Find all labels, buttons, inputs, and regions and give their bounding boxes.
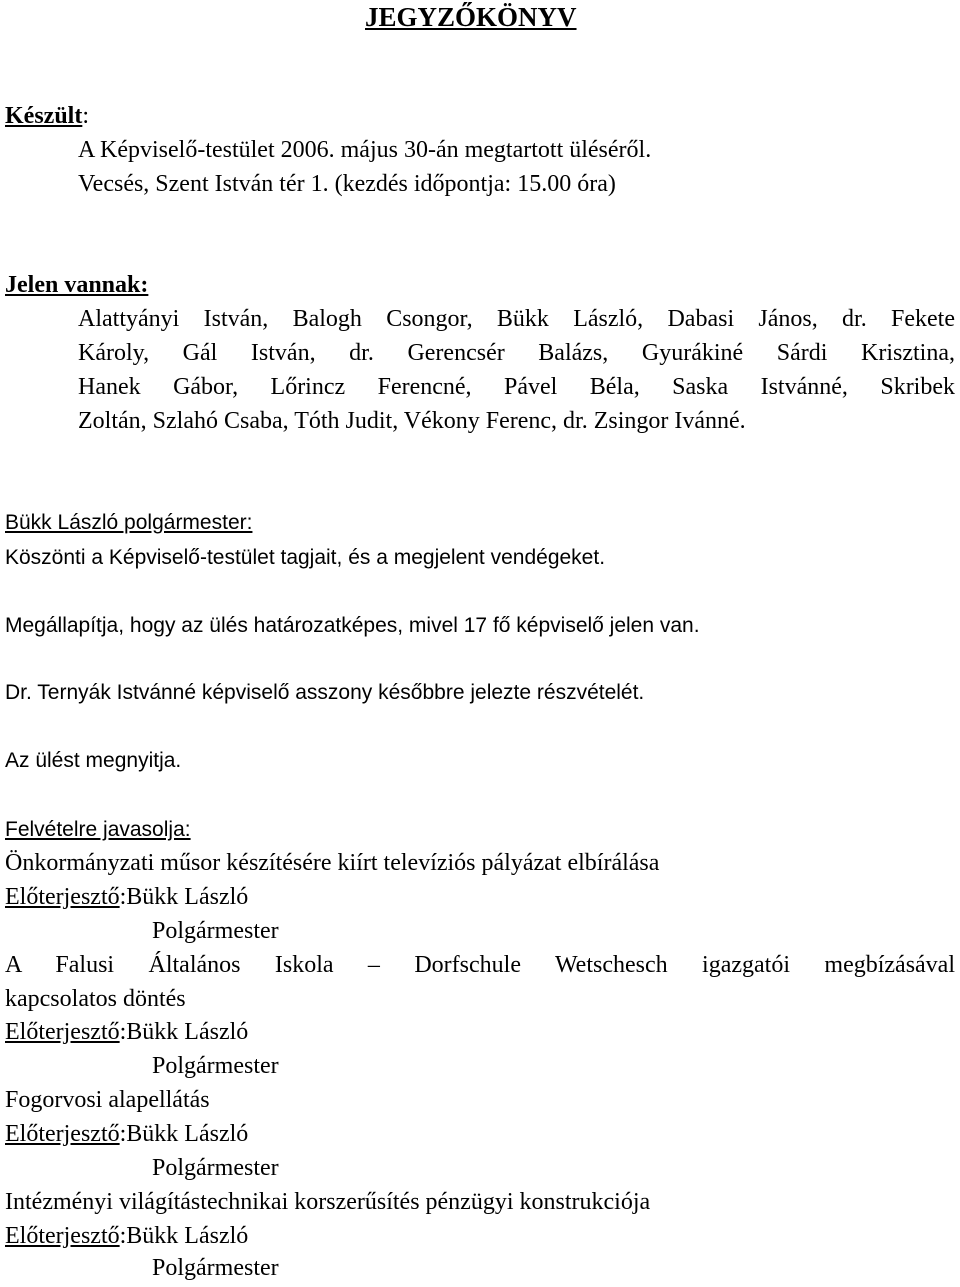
agenda-item-4-role: Polgármester xyxy=(152,1255,279,1281)
agenda-item-3-presenter xyxy=(5,1117,248,1151)
speaker-paragraph-2: Megállapítja, hogy az ülés határozatképes, mivel 17 fő képviselő jelen van. xyxy=(5,614,700,637)
speaker-paragraph-1: Köszönti a Képviselő-testület tagjait, és a megjelent vendégeket. xyxy=(5,546,606,569)
agenda-item-2-role: Polgármester xyxy=(152,1053,279,1079)
attendees-line-2: Károly, Gál István, dr. Gerencsér Balázs, Gyurákiné Sárdi Krisztina, xyxy=(78,340,955,366)
agenda-item-3-role: Polgármester xyxy=(152,1155,279,1181)
agenda-item-1-presenter xyxy=(5,880,248,914)
presenter-colon: : xyxy=(119,1019,127,1045)
presenter-name: Bükk László xyxy=(126,884,249,910)
speaker-paragraph-3: Dr. Ternyák Istvánné képviselő asszony későbbre jelezte részvételét. xyxy=(5,681,645,704)
agenda-item-4-presenter xyxy=(5,1219,248,1253)
attendees-line-3: Hanek Gábor, Lőrincz Ferencné, Pável Béla, Saska Istvánné, Skribek xyxy=(78,374,955,400)
agenda-item-4-title: Intézményi világítástechnikai korszerűsítés pénzügyi konstrukciója xyxy=(5,1189,651,1215)
agenda-item-1-title: Önkormányzati műsor készítésére kiírt televíziós pályázat elbírálása xyxy=(5,850,660,876)
agenda-item-1-role: Polgármester xyxy=(152,918,279,944)
keszult-colon: : xyxy=(82,103,89,129)
presenter-label: Előterjesztő xyxy=(5,1019,120,1045)
presenter-colon: : xyxy=(119,1223,127,1249)
agenda-item-2-presenter xyxy=(5,1015,248,1049)
speaker-paragraph-4: Az ülést megnyitja. xyxy=(5,749,182,772)
keszult-line-1: A Képviselő-testület 2006. május 30-án megtartott üléséről. xyxy=(78,137,652,163)
keszult-line-2: Vecsés, Szent István tér 1. (kezdés időpontja: 15.00 óra) xyxy=(78,171,616,197)
presenter-label: Előterjesztő xyxy=(5,884,120,910)
presenter-name: Bükk László xyxy=(126,1223,249,1249)
presenter-colon: : xyxy=(119,1121,127,1147)
document-title: JEGYZŐKÖNYV xyxy=(365,2,577,32)
presenter-name: Bükk László xyxy=(126,1019,249,1045)
attendees-list xyxy=(78,302,955,438)
keszult-heading xyxy=(5,99,89,133)
attendees-line-4: Zoltán, Szlahó Csaba, Tóth Judit, Vékony Ferenc, dr. Zsingor Ivánné. xyxy=(78,408,746,434)
agenda-item-2-title-line-1: A Falusi Általános Iskola – Dorfschule Wetschesch igazgatói megbízásával xyxy=(5,952,955,978)
attendees-line-1: Alattyányi István, Balogh Csongor, Bükk László, Dabasi János, dr. Fekete xyxy=(78,306,955,332)
speaker-heading: Bükk László polgármester: xyxy=(5,511,253,534)
keszult-label: Készült xyxy=(5,103,83,129)
presenter-label: Előterjesztő xyxy=(5,1223,120,1249)
presenter-colon: : xyxy=(119,884,127,910)
presenter-name: Bükk László xyxy=(126,1121,249,1147)
attendees-heading: Jelen vannak: xyxy=(5,272,149,298)
agenda-item-3-title: Fogorvosi alapellátás xyxy=(5,1087,210,1113)
agenda-item-2-title-line-2: kapcsolatos döntés xyxy=(5,986,186,1012)
presenter-label: Előterjesztő xyxy=(5,1121,120,1147)
agenda-heading: Felvételre javasolja: xyxy=(5,818,191,841)
